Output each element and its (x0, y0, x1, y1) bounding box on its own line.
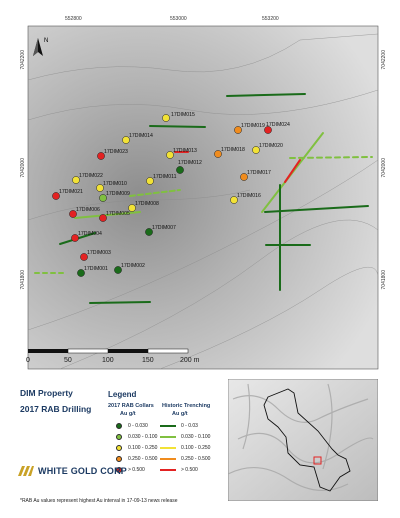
drill-collar-marker (162, 114, 169, 121)
drilling-title: 2017 RAB Drilling (20, 404, 92, 414)
drill-collar-label: 17DIM009 (106, 191, 130, 197)
drill-collar-label: 17DIM006 (76, 207, 100, 213)
legend-trench-row: 0.030 - 0.100 (160, 432, 210, 442)
drill-collar-label: 17DIM013 (173, 148, 197, 154)
legend-collars-units: Au g/t (120, 411, 136, 417)
scale-bar-labels (28, 357, 218, 367)
drill-collar-label: 17DIM001 (84, 266, 108, 272)
scale-label: 100 (102, 357, 114, 364)
scale-label: 150 (142, 357, 154, 364)
drill-collar-label: 17DIM024 (266, 122, 290, 128)
collar-swatch-icon (116, 445, 122, 451)
trench-swatch-icon (160, 436, 176, 438)
easting-label-top: 553000 (170, 16, 187, 22)
drill-collar-label: 17DIM014 (129, 133, 153, 139)
northing-label-left: 7042200 (20, 50, 26, 70)
legend-collar-row: 0.100 - 0.250 (116, 443, 157, 453)
trench-swatch-icon (160, 447, 176, 449)
collar-swatch-icon (116, 423, 122, 429)
trench-line (150, 126, 205, 127)
north-label: N (44, 38, 49, 44)
northing-label-left: 7042000 (20, 158, 26, 178)
drill-collar-label: 17DIM011 (153, 174, 177, 180)
legend-title: Legend (108, 390, 137, 399)
drill-collar-label: 17DIM004 (78, 231, 102, 237)
property-title: DIM Property (20, 388, 73, 398)
drill-collar-label: 17DIM012 (178, 160, 202, 166)
drill-collar-label: 17DIM015 (171, 112, 195, 118)
drill-collar-label: 17DIM023 (104, 149, 128, 155)
drill-collar-label: 17DIM021 (59, 189, 83, 195)
trench-swatch-icon (160, 425, 176, 427)
northing-label-left: 7041800 (20, 270, 26, 290)
scale-bar (28, 349, 188, 353)
legend-collars-heading: 2017 RAB Collars (108, 403, 154, 409)
drill-collar-label: 17DIM003 (87, 250, 111, 256)
legend-trench-row: > 0.500 (160, 465, 198, 475)
scale-label: 200 m (180, 357, 200, 364)
drill-collar-label: 17DIM017 (247, 170, 271, 176)
legend-collar-row: 0.030 - 0.100 (116, 432, 157, 442)
trench-swatch-icon (160, 458, 176, 460)
drill-collar-marker (176, 166, 183, 173)
trench-swatch-icon (160, 469, 176, 471)
drill-collar-label: 17DIM016 (237, 193, 261, 199)
northing-label-right: 7041800 (381, 270, 387, 290)
footnote: *RAB Au values represent highest Au interval in 17-09-13 news release (20, 498, 178, 504)
legend-trenching-heading: Historic Trenching (162, 403, 211, 409)
easting-label-top: 552800 (65, 16, 82, 22)
legend-trenching-units: Au g/t (172, 411, 188, 417)
scale-label: 0 (26, 357, 30, 364)
northing-label-right: 7042200 (381, 50, 387, 70)
location-inset-map (228, 379, 378, 501)
drill-collar-label: 17DIM007 (152, 225, 176, 231)
scale-label: 50 (64, 357, 72, 364)
legend-trench-row: 0.100 - 0.250 (160, 443, 210, 453)
legend-trench-row: 0.250 - 0.500 (160, 454, 210, 464)
company-logo (18, 466, 127, 476)
collar-swatch-icon (116, 434, 122, 440)
drill-collar-label: 17DIM022 (79, 173, 103, 179)
legend-trench-row: 0 - 0.03 (160, 421, 198, 431)
trench-line (90, 302, 150, 303)
legend-collar-row: > 0.500 (116, 465, 145, 475)
northing-label-right: 7042000 (381, 158, 387, 178)
logo-stripes-icon (18, 466, 34, 476)
drill-collar-label: 17DIM010 (103, 181, 127, 187)
logo-text: WHITE GOLD CORP (38, 466, 127, 476)
collar-swatch-icon (116, 456, 122, 462)
drill-collar-label: 17DIM019 (241, 123, 265, 129)
drill-collar-label: 17DIM008 (135, 201, 159, 207)
drill-collar-label: 17DIM020 (259, 143, 283, 149)
drill-collar-label: 17DIM018 (221, 147, 245, 153)
legend-collar-row: 0.250 - 0.500 (116, 454, 157, 464)
drill-collar-label: 17DIM005 (106, 211, 130, 217)
drill-collar-label: 17DIM002 (121, 263, 145, 269)
legend-collar-row: 0 - 0.030 (116, 421, 148, 431)
easting-label-top: 553200 (262, 16, 279, 22)
